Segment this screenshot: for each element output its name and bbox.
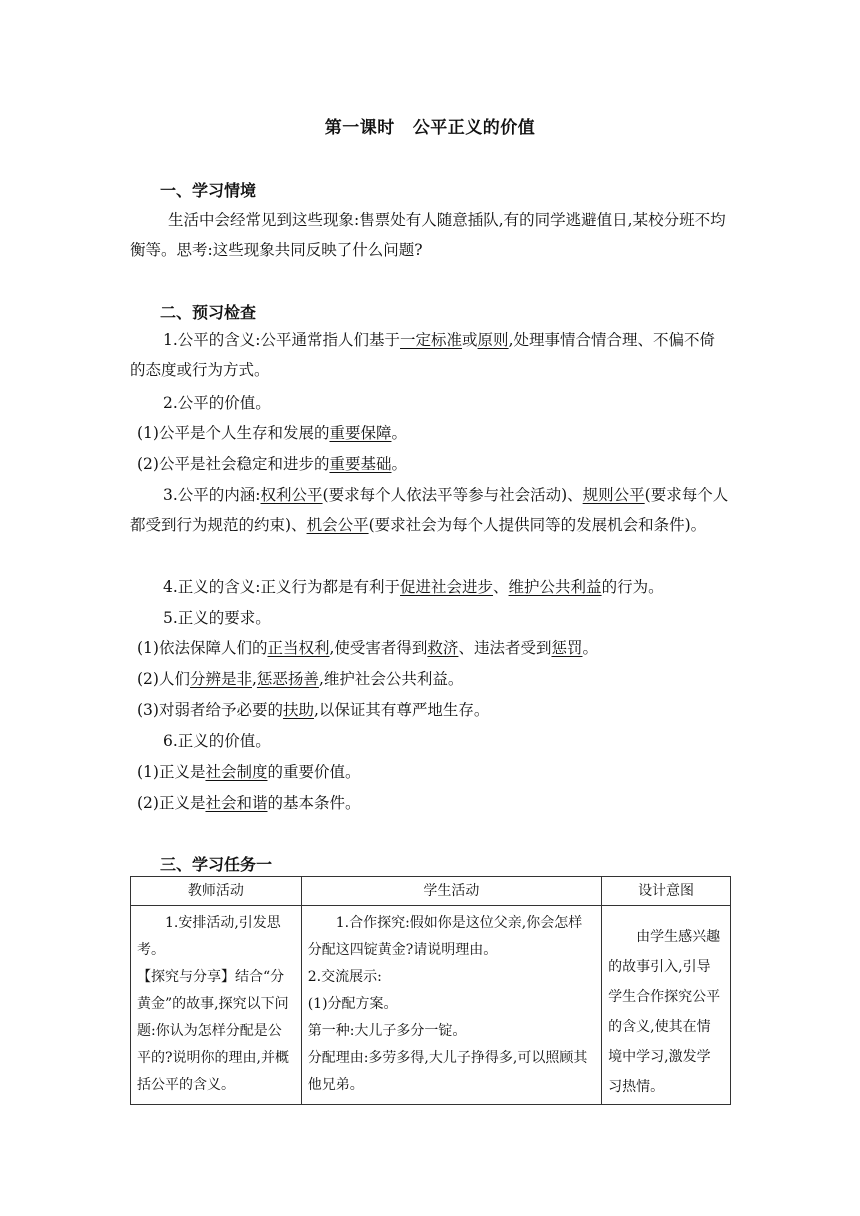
preview-item-5-3: (3)对弱者给予必要的扶助,以保证其有尊严地生存。 (137, 701, 490, 719)
preview-item-4: 4.正义的含义:正义行为都是有利于促进社会进步、维护公共利益的行为。 (163, 578, 664, 596)
preview-item-6-1: (1)正义是社会制度的重要价值。 (137, 763, 361, 781)
blank-answer: 惩恶扬善 (256, 670, 319, 688)
table-row (131, 906, 731, 1105)
lesson-number: 第一课时 (324, 118, 395, 138)
blank-answer: 维护公共利益 (508, 578, 602, 596)
blank-answer: 社会和谐 (205, 794, 268, 812)
column-header: 设计意图 (602, 877, 731, 906)
blank-answer: 规则公平 (582, 486, 645, 504)
preview-item-6: 6.正义的价值。 (163, 732, 271, 750)
table-header-row (131, 877, 731, 906)
blank-answer: 原则 (477, 331, 509, 349)
blank-answer: 促进社会进步 (400, 578, 494, 596)
column-header: 教师活动 (131, 877, 302, 906)
preview-item-1: 1.公平的含义:公平通常指人们基于一定标准或原则,处理事情合情合理、不偏不倚的态度或行为方式。 (130, 331, 715, 379)
design-text: 由学生感兴趣的故事引入,引导学生合作探究公平的含义,使其在情境中学习,激发学习热情。 (608, 929, 721, 1095)
preview-item-5-2: (2)人们分辨是非,惩恶扬善,维护社会公共利益。 (137, 670, 464, 688)
task-table (130, 876, 731, 1105)
preview-item-3: 3.公平的内涵:权利公平(要求每个人依法平等参与社会活动)、规则公平(要求每个人都受到行为规范的约束)、机会公平(要求社会为每个人提供同等的发展机会和条件)。 (130, 486, 729, 534)
lesson-topic: 公平正义的价值 (412, 118, 536, 138)
teacher-activity-cell (131, 906, 302, 1105)
page-title (0, 113, 860, 138)
preview-item-5-1: (1)依法保障人们的正当权利,使受害者得到救济、违法者受到惩罚。 (137, 639, 598, 657)
blank-answer: 社会制度 (205, 763, 268, 781)
preview-item-5: 5.正义的要求。 (163, 609, 271, 627)
student-line: 第一种:大儿子多分一锭。 (307, 1023, 467, 1039)
situation-paragraph: 生活中会经常见到这些现象:售票处有人随意插队,有的同学逃避值日,某校分班不均衡等。思考:这些现象共同反映了什么问题? (130, 211, 726, 259)
blank-answer: 分辨是非 (189, 670, 252, 688)
blank-answer: 救济 (427, 639, 459, 657)
section-heading-task: 三、学习任务一 (160, 855, 273, 874)
preview-item-6-2: (2)正义是社会和谐的基本条件。 (137, 794, 361, 812)
preview-item-2-2: (2)公平是社会稳定和进步的重要基础。 (137, 455, 407, 473)
blank-answer: 重要保障 (329, 424, 392, 442)
blank-answer: 机会公平 (306, 516, 369, 534)
preview-item-2: 2.公平的价值。 (163, 394, 271, 412)
student-line: 分配理由:多劳多得,大儿子挣得多,可以照顾其他兄弟。 (307, 1050, 588, 1093)
blank-answer: 惩罚 (551, 639, 583, 657)
column-header: 学生活动 (301, 877, 601, 906)
design-intent-cell (602, 906, 731, 1105)
preview-item-2-1: (1)公平是个人生存和发展的重要保障。 (137, 424, 407, 442)
section-heading-situation: 一、学习情境 (160, 181, 257, 200)
blank-answer: 重要基础 (329, 455, 392, 473)
blank-answer: 权利公平 (260, 486, 323, 504)
blank-answer: 正当权利 (267, 639, 330, 657)
teacher-line: 1.安排活动,引发思考。 (137, 915, 281, 958)
student-line: (1)分配方案。 (307, 996, 398, 1012)
section-heading-preview: 二、预习检查 (160, 303, 257, 322)
student-line: 2.交流展示: (307, 969, 382, 985)
student-activity-cell (301, 906, 601, 1105)
student-line: 1.合作探究:假如你是这位父亲,你会怎样分配这四锭黄金?请说明理由。 (307, 915, 583, 958)
blank-answer: 一定标准 (400, 331, 463, 349)
teacher-line: 【探究与分享】结合“分黄金”的故事,探究以下问题:你认为怎样分配是公平的?说明你的理由,并概括公平的含义。 (137, 969, 289, 1093)
blank-answer: 扶助 (282, 701, 314, 719)
